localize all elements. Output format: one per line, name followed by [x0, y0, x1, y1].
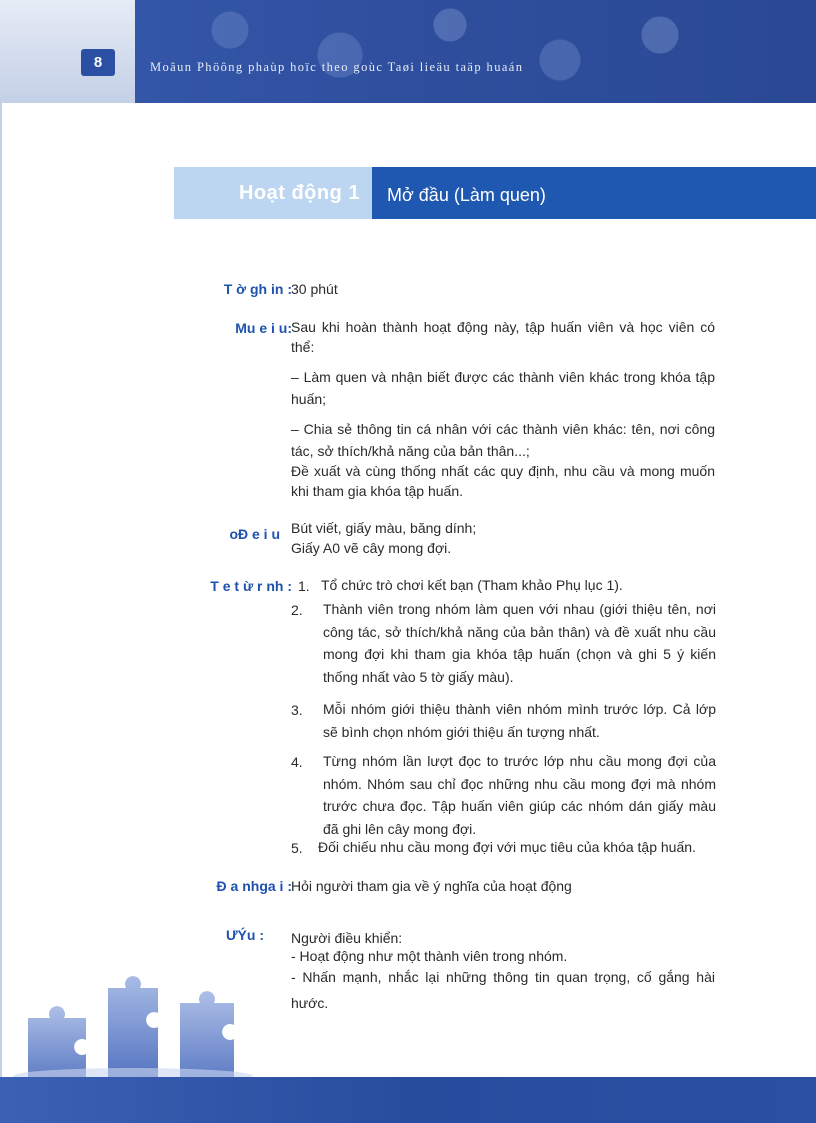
step-text: Thành viên trong nhóm làm quen với nhau (giới thiệu tên, nơi công tác, sở thích/khả năng của bản thân) và đề xuất nhu cầu mong đợi khi tham gia khóa tập huấn (chọn và ghi 5 ý kiến thống nhất vào 5 tờ giấy màu). [323, 601, 716, 685]
puzzle-piece [108, 976, 158, 1083]
activity-title: Mở đầu (Làm quen) [372, 167, 816, 219]
activity-badge: Hoạt động 1 [174, 167, 372, 219]
goals-label: Mu e i u: [235, 320, 292, 336]
step-number: 3. [291, 702, 303, 718]
notes-label: ƯÝu : [225, 927, 264, 943]
running-title: Moâun Phöông phaùp hoïc theo goùc Taøi lieäu taäp huaán [150, 60, 524, 74]
time-label: T ờ gh in : [223, 281, 292, 297]
page-footer [0, 1077, 816, 1123]
notes-line-3: - Nhấn mạnh, nhắc lại những thông tin quan trọng, cố gắng hài hước. [291, 969, 715, 1011]
page-number: 8 [81, 49, 115, 76]
debrief-label: Đ a nhga i : [216, 878, 292, 894]
materials-line-1: Bút viết, giấy màu, băng dính; [291, 520, 477, 536]
puzzle-pieces-illustration [8, 958, 258, 1083]
step-text: Đối chiếu nhu cầu mong đợi với mục tiêu của khóa tập huấn. [318, 839, 696, 855]
step-text: Mỗi nhóm giới thiệu thành viên nhóm mình trước lớp. Cả lớp sẽ bình chọn nhóm giới thiệu ấn tượng nhất. [323, 701, 716, 740]
goals-intro: Sau khi hoàn thành hoạt động này, tập huấn viên và học viên có thể: [291, 319, 715, 355]
step-number: 5. [291, 840, 303, 856]
time-value: 30 phút [291, 281, 338, 297]
steps-label: T e t ừ r nh : [210, 578, 292, 594]
step-number: 2. [291, 602, 303, 618]
step-text: Tổ chức trò chơi kết bạn (Tham khảo Phụ lục 1). [321, 577, 623, 593]
notes-line-1: Người điều khiển: [291, 930, 403, 946]
goals-item-3: Đề xuất và cùng thống nhất các quy định, nhu cầu và mong muốn khi tham gia khóa tập huấn. [291, 463, 715, 499]
goals-item-2: – Chia sẻ thông tin cá nhân với các thành viên khác: tên, nơi công tác, sở thích/khả năng của bản thân...; [291, 421, 715, 459]
notes-line-2: - Hoạt động như một thành viên trong nhóm. [291, 948, 568, 964]
header-puzzle-pattern [190, 0, 710, 103]
materials-line-2: Giấy A0 vẽ cây mong đợi. [291, 540, 452, 556]
debrief-value: Hỏi người tham gia về ý nghĩa của hoạt động [291, 878, 572, 894]
step-text: Từng nhóm lần lượt đọc to trước lớp nhu cầu mong đợi của nhóm. Nhóm sau chỉ đọc những nhu cầu mong đợi mà nhóm trước chưa đọc. Tập huấn viên giúp các nhóm dán giấy màu đã ghi lên cây mong đợi. [323, 753, 716, 837]
activity-title-bar [174, 167, 816, 219]
step-number: 4. [291, 754, 303, 770]
materials-label: oĐ e i u [229, 526, 280, 542]
page-header [0, 0, 816, 103]
page-edge [0, 103, 2, 1078]
step-number: 1. [298, 578, 310, 594]
goals-item-1: – Làm quen và nhận biết được các thành viên khác trong khóa tập huấn; [291, 369, 715, 407]
